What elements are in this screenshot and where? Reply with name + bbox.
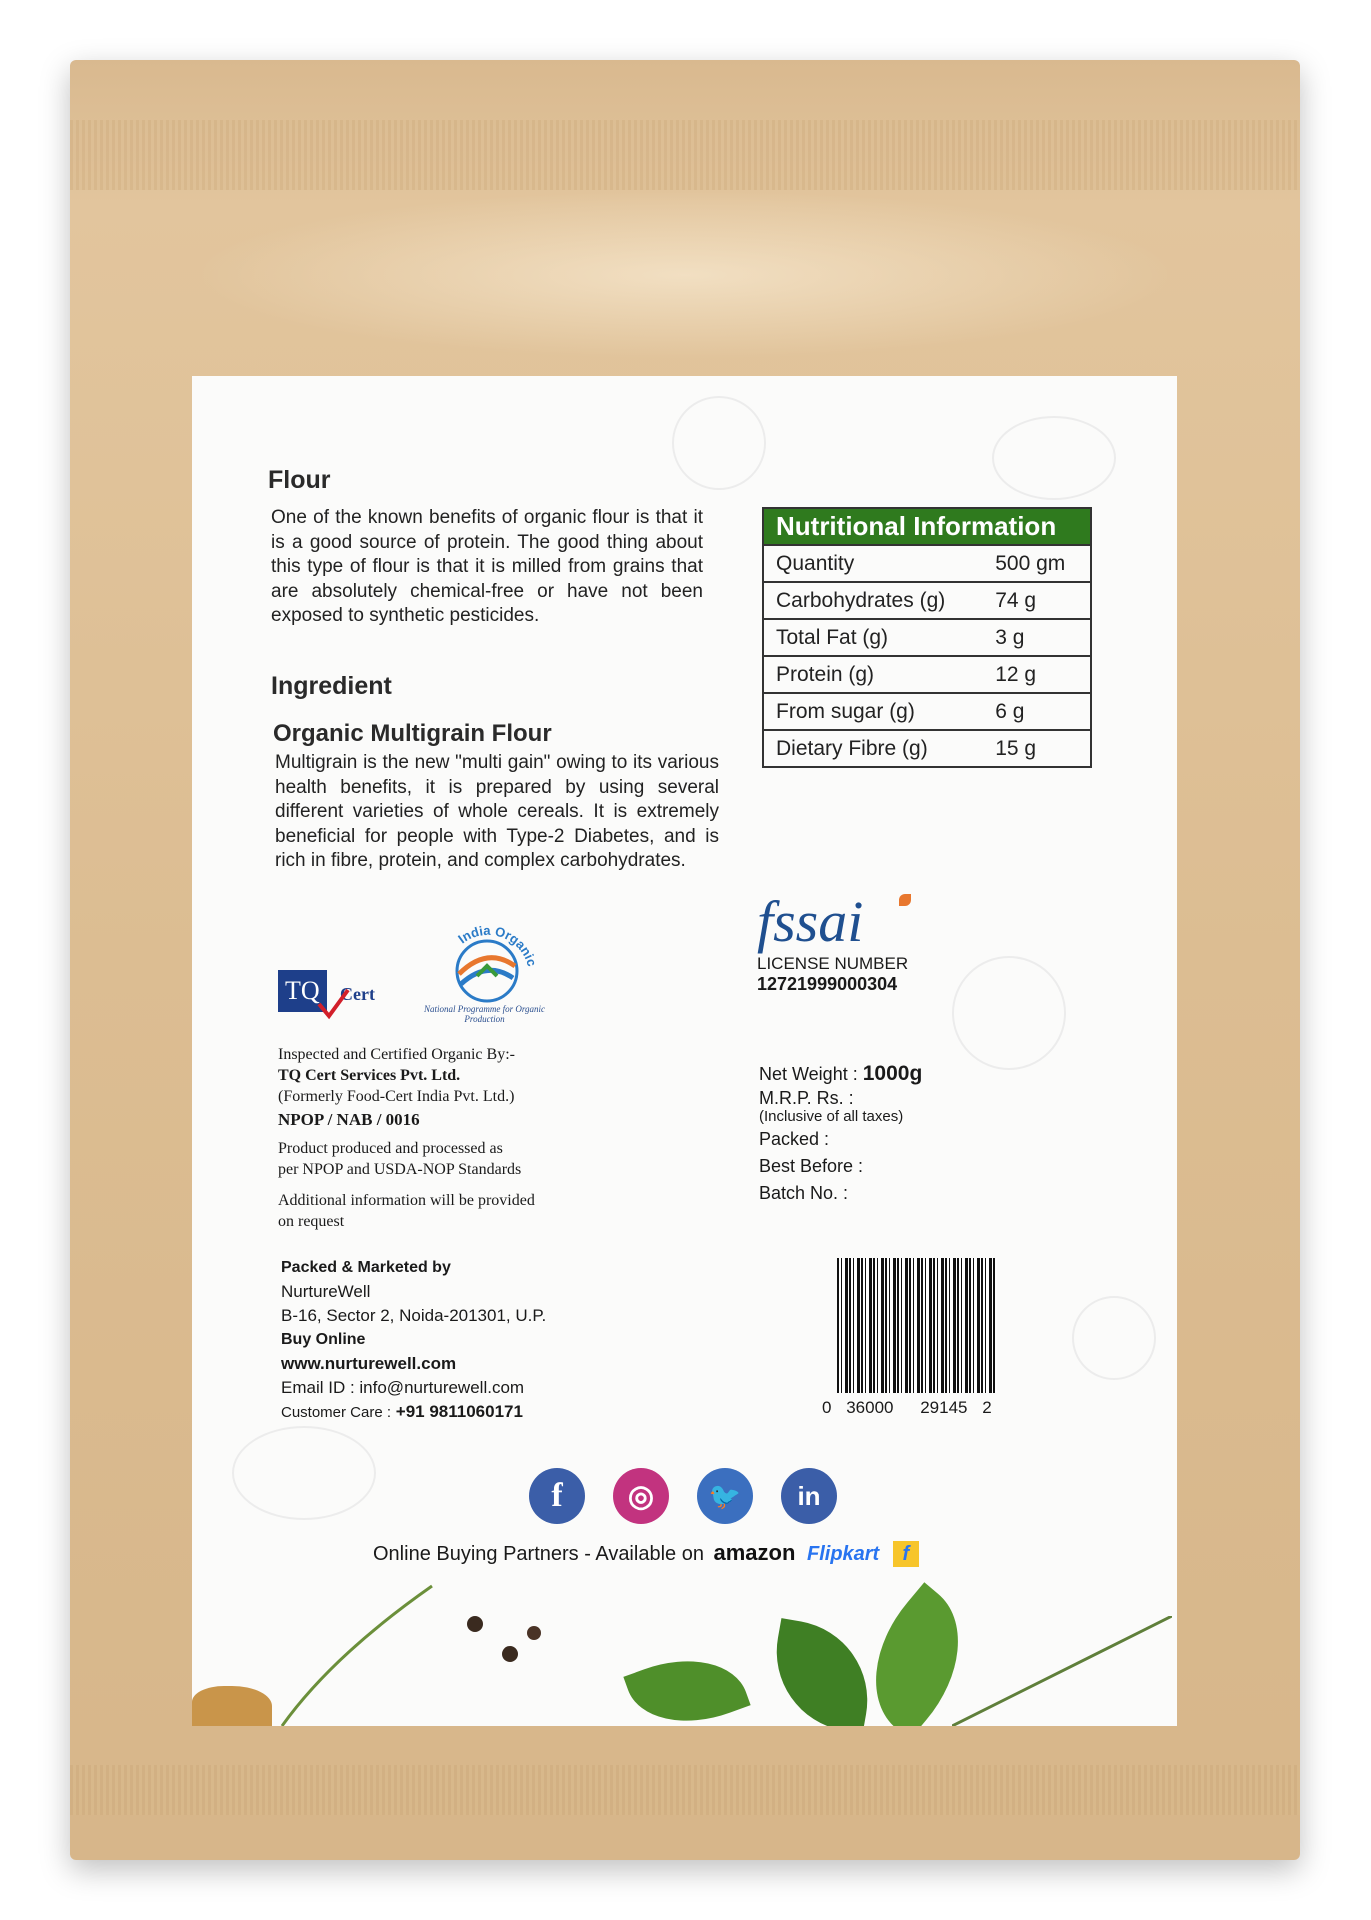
- net-weight-line: [759, 1060, 1039, 1088]
- nutrition-title: Nutritional Information: [763, 508, 1091, 545]
- twitter-icon[interactable]: 🐦: [697, 1468, 753, 1524]
- cert-line: Inspected and Certified Organic By:-: [278, 1046, 515, 1063]
- mrp-label: M.R.P. Rs. :: [759, 1088, 854, 1108]
- email-line: Email ID : info@nurturewell.com: [281, 1378, 525, 1397]
- buy-online-label: Buy Online: [281, 1331, 366, 1348]
- barcode: [837, 1258, 997, 1393]
- zip-seal: [70, 120, 1300, 190]
- barcode-digit: 2: [982, 1398, 992, 1417]
- basil-leaf-icon: [623, 1639, 750, 1726]
- fssai-block: [757, 889, 977, 995]
- license-number: 12721999000304: [757, 974, 898, 994]
- barcode-digit: 29145: [920, 1398, 968, 1417]
- flipkart-bag-icon: f: [893, 1541, 919, 1567]
- table-row: [763, 730, 1091, 767]
- ingredient-subtitle: Organic Multigrain Flour: [273, 720, 552, 747]
- amazon-logo[interactable]: amazon: [713, 1540, 796, 1565]
- certification-block: [278, 1044, 678, 1232]
- fssai-leaf-icon: [899, 894, 911, 906]
- net-weight-label: Net Weight :: [759, 1064, 858, 1084]
- batch-label: Batch No. :: [759, 1183, 849, 1203]
- nutrient-name: Total Fat (g): [763, 619, 983, 656]
- bottom-seal: [70, 1765, 1300, 1815]
- nutrient-value: 3 g: [983, 619, 1091, 656]
- instagram-icon[interactable]: ◎: [613, 1468, 669, 1524]
- care-label: Customer Care :: [281, 1404, 392, 1421]
- flipkart-logo[interactable]: Flipkart: [806, 1543, 880, 1565]
- nutrient-name: From sugar (g): [763, 693, 983, 730]
- table-row: [763, 619, 1091, 656]
- partners-text: Online Buying Partners - Available on: [373, 1543, 704, 1565]
- cert-line: (Formerly Food-Cert India Pvt. Ltd.): [278, 1088, 515, 1105]
- cert-company: TQ Cert Services Pvt. Ltd.: [278, 1067, 461, 1084]
- pack-info: [759, 1060, 1039, 1207]
- license-label: LICENSE NUMBER: [757, 954, 909, 973]
- svg-text:India Organic: [455, 923, 540, 968]
- check-mark-icon: [316, 986, 350, 1020]
- cert-standards-line: Product produced and processed as: [278, 1140, 503, 1157]
- india-organic-arc-text: India Organic: [455, 922, 540, 969]
- packed-label: Packed :: [759, 1129, 830, 1149]
- barcode-digit: 36000: [846, 1398, 894, 1417]
- india-organic-logo: [417, 916, 552, 1031]
- nutrient-value: 500 gm: [983, 545, 1091, 582]
- doodle-circle: [232, 1426, 376, 1520]
- fssai-logo: fssai: [757, 889, 864, 954]
- care-number: +91 9811060171: [395, 1402, 523, 1421]
- tq-logo-mark: TQ: [278, 970, 327, 1012]
- pouch-shine: [190, 190, 1180, 360]
- flour-description: One of the known benefits of organic flour is that it is a good source of protein. The good thing about this type of flour is that it is milled from grains that are absolutely chemical-free or have not been exposed to synthetic pesticides.: [271, 507, 703, 626]
- basil-leaf-icon: [764, 1618, 880, 1726]
- nutrient-value: 6 g: [983, 693, 1091, 730]
- cert-standards-line: per NPOP and USDA-NOP Standards: [278, 1161, 522, 1178]
- mrp-note: (Inclusive of all taxes): [759, 1108, 904, 1125]
- ginger-icon: [192, 1686, 272, 1726]
- nutrient-name: Dietary Fibre (g): [763, 730, 983, 767]
- barcode-digit: 0: [822, 1398, 832, 1417]
- cert-code: NPOP / NAB / 0016: [278, 1110, 420, 1129]
- table-row: [763, 545, 1091, 582]
- nutrient-value: 12 g: [983, 656, 1091, 693]
- nutrient-value: 15 g: [983, 730, 1091, 767]
- marketer-heading: Packed & Marketed by: [281, 1259, 451, 1276]
- facebook-icon[interactable]: f: [529, 1468, 585, 1524]
- marketer-address: B-16, Sector 2, Noida-201301, U.P.: [281, 1306, 547, 1325]
- table-row: [763, 656, 1091, 693]
- product-label: [192, 376, 1177, 1726]
- marketer-block: [281, 1256, 681, 1425]
- ingredient-description: Multigrain is the new "multi gain" owing to its various health benefits, it is prepared by using several different varieties of whole cereals. It is extremely beneficial for people with Type-2 Diabetes, and is rich in fibre, protein, and complex carbohydrates.: [275, 752, 719, 871]
- peppercorn-icon: [467, 1616, 483, 1632]
- india-organic-emblem-icon: [417, 916, 552, 1006]
- doodle-circle: [1072, 1296, 1156, 1380]
- cert-additional-line: on request: [278, 1213, 345, 1230]
- cert-additional-line: Additional information will be provided: [278, 1192, 535, 1209]
- table-row: [763, 693, 1091, 730]
- net-weight-value: 1000g: [862, 1062, 923, 1085]
- nutrient-name: Carbohydrates (g): [763, 582, 983, 619]
- nutrient-name: Quantity: [763, 545, 983, 582]
- nutrition-table: [762, 507, 1092, 768]
- customer-care-line: [281, 1400, 681, 1425]
- tq-logo-text: Cert: [340, 984, 375, 1004]
- peppercorn-icon: [502, 1646, 518, 1662]
- india-organic-caption: National Programme for Organic Production: [423, 1004, 546, 1024]
- nutrient-name: Protein (g): [763, 656, 983, 693]
- herbs-decoration: [192, 1576, 1177, 1726]
- flour-title: Flour: [268, 466, 331, 494]
- nutrient-value: 74 g: [983, 582, 1091, 619]
- website-link[interactable]: www.nurturewell.com: [281, 1354, 457, 1373]
- table-row: [763, 582, 1091, 619]
- doodle-circle: [992, 416, 1116, 500]
- linkedin-icon[interactable]: in: [781, 1468, 837, 1524]
- barcode-digits: [822, 1398, 1012, 1418]
- doodle-circle: [672, 396, 766, 490]
- rosemary-sprig-icon: [952, 1616, 1172, 1726]
- peppercorn-icon: [527, 1626, 541, 1640]
- best-before-label: Best Before :: [759, 1156, 864, 1176]
- thyme-sprig-icon: [272, 1576, 452, 1726]
- tq-cert-logo: [278, 970, 388, 1018]
- partners-line: [373, 1540, 1013, 1567]
- marketer-name: NurtureWell: [281, 1282, 371, 1301]
- ingredient-title: Ingredient: [271, 672, 392, 700]
